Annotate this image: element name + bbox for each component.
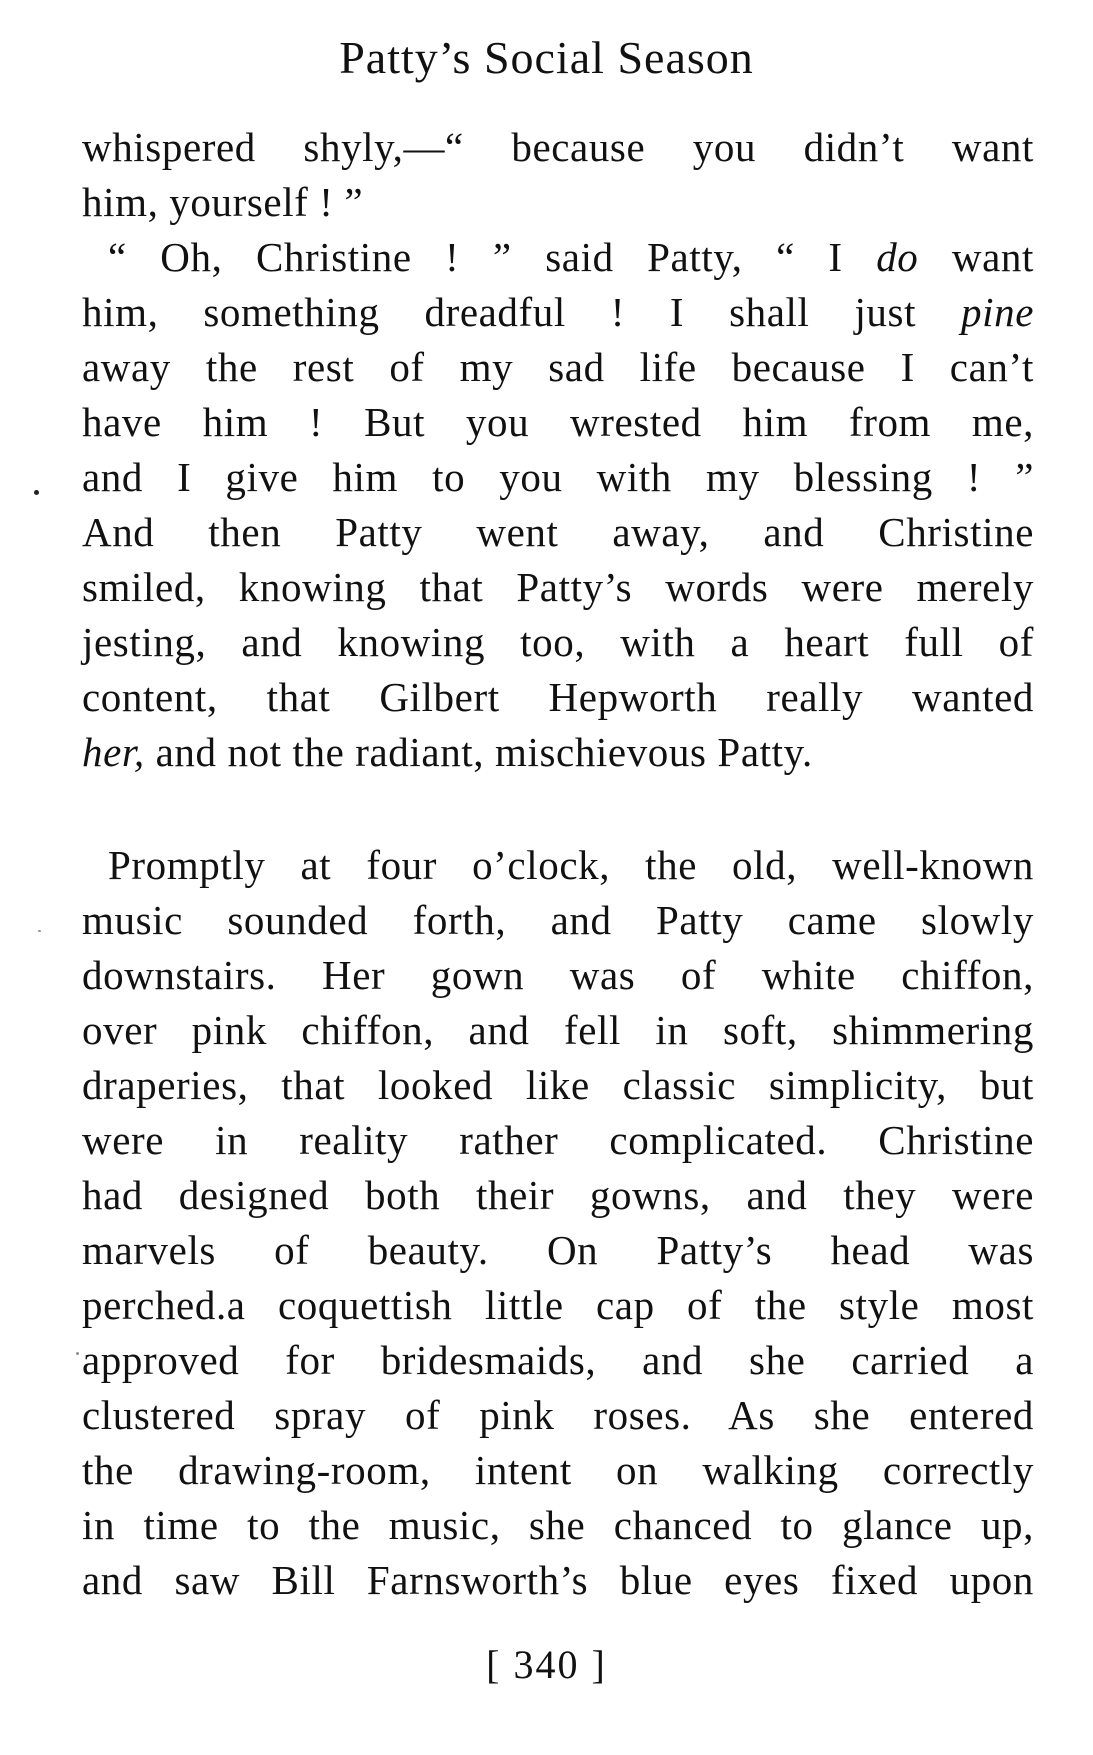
text-run: “ Oh, Christine ! ” said Patty, “ I <box>108 234 843 280</box>
text-line: have him ! But you wrested him from me, <box>82 399 1034 445</box>
text-line <box>82 230 1034 285</box>
page-number: [ 340 ] <box>486 1642 607 1687</box>
italic-word: pine <box>961 289 1035 335</box>
print-speck <box>76 1352 79 1355</box>
print-speck <box>38 930 41 932</box>
italic-word: do <box>876 234 919 280</box>
text-run: and not the radiant, mischievous Patty. <box>155 729 813 775</box>
italic-word: her, <box>82 729 145 775</box>
text-line: in time to the music, she chanced to glance up, <box>82 1502 1034 1548</box>
text-line: the drawing-room, intent on walking correctly <box>82 1447 1034 1493</box>
text-run: want <box>951 234 1034 280</box>
text-line: smiled, knowing that Patty’s words were merely <box>82 564 1034 610</box>
text-line: marvels of beauty. On Patty’s head was <box>82 1227 1034 1273</box>
paragraph-new <box>82 838 1034 1608</box>
text-line: music sounded forth, and Patty came slowly <box>82 897 1034 943</box>
text-line: And then Patty went away, and Christine <box>82 509 1034 555</box>
text-line: had designed both their gowns, and they were <box>82 1172 1034 1218</box>
text-line: content, that Gilbert Hepworth really wanted <box>82 674 1034 720</box>
paragraph-continued <box>82 120 1034 780</box>
text-run: him, something dreadful ! I shall just <box>82 289 917 335</box>
text-line <box>82 725 1034 780</box>
text-line: and I give him to you with my blessing ! ” <box>82 454 1034 500</box>
text-line: Promptly at four o’clock, the old, well-known <box>108 842 1034 888</box>
text-line: whispered shyly,—“ because you didn’t want <box>82 124 1034 170</box>
print-speck <box>34 490 39 495</box>
text-line: away the rest of my sad life because I can’t <box>82 344 1034 390</box>
text-line: over pink chiffon, and fell in soft, shimmering <box>82 1007 1034 1053</box>
running-head: Patty’s Social Season <box>339 32 754 83</box>
text-line <box>82 285 1034 340</box>
text-line: clustered spray of pink roses. As she entered <box>82 1392 1034 1438</box>
text-line: jesting, and knowing too, with a heart full of <box>82 619 1034 665</box>
text-line: approved for bridesmaids, and she carried a <box>82 1337 1034 1383</box>
text-line: him, yourself ! ” <box>82 179 364 225</box>
text-line: draperies, that looked like classic simplicity, but <box>82 1062 1034 1108</box>
text-line: perched.a coquettish little cap of the style most <box>82 1282 1034 1328</box>
text-line: downstairs. Her gown was of white chiffon, <box>82 952 1034 998</box>
text-line: and saw Bill Farnsworth’s blue eyes fixed upon <box>82 1557 1034 1603</box>
text-line: were in reality rather complicated. Christine <box>82 1117 1034 1163</box>
